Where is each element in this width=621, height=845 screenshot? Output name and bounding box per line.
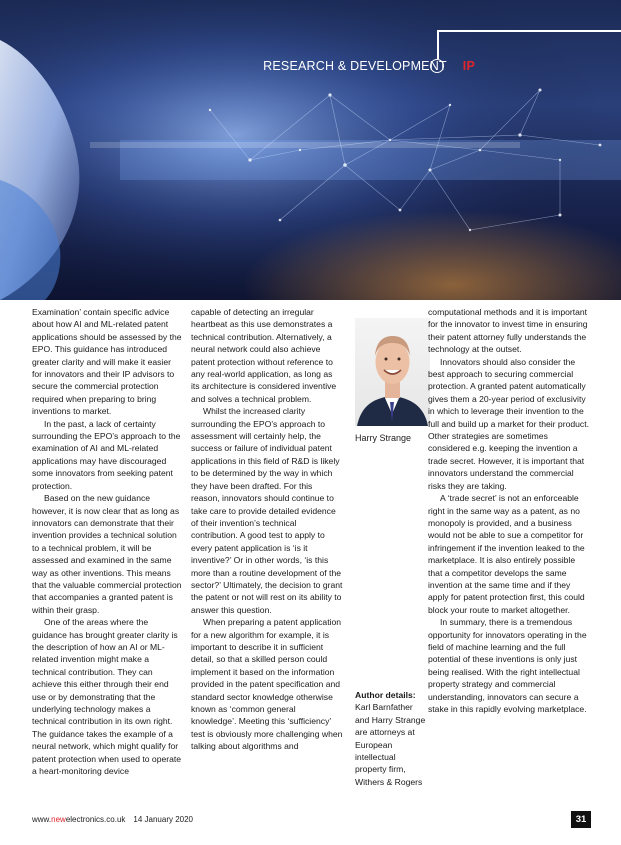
- footer-url-brand: new: [51, 815, 66, 824]
- network-illustration: [0, 0, 621, 300]
- author-details: [355, 689, 427, 788]
- footer: [32, 815, 193, 824]
- paragraph: One of the areas where the guidance has brought greater clarity is the description of how an AI or ML-related invention might make a technical contribution. They can achieve this either through their end use or by demonstrating that the underlying technology makes a technical contribution in its own right. The guidance takes the example of a neural network, which might qualify for patent protection when used to operate a heart-monitoring device: [32, 617, 182, 777]
- paragraph: In summary, there is a tremendous opportunity for innovators operating in the field of machine learning and the full potential of these inventions is only just being realised. With the right intellectual property strategy and commercial understanding, innovators can secure a stake in this rapidly evolving marketplace.: [428, 617, 587, 714]
- paragraph: Examination’ contain specific advice about how AI and ML-related patent applications should be assessed by the EPO. This guidance has introduced greater clarity and will make it easier for innovators and their IP advisors to secure the commercial protection required when preparing to bring inventions to market.: [32, 307, 182, 417]
- section-title: RESEARCH & DEVELOPMENT: [263, 59, 447, 73]
- paragraph: Innovators should also consider the best approach to securing commercial protection. A granted patent automatically gives them a 20-year period of exclusivity in which to leverage their invention to the full and build up a market for their product. Other strategies are sometimes considered e.g. keeping the invention a trade secret. However, it is important that innovators understand the commercial risks they are taking.: [428, 356, 589, 491]
- footer-date: 14 January 2020: [133, 815, 194, 824]
- paragraph: In the past, a lack of certainty surrounding the EPO’s approach to the examination of AI and ML-related applications may have discouraged some innovators from seeking patent protection.: [32, 418, 181, 491]
- hero-image: [0, 0, 621, 300]
- author-details-heading: Author details:: [355, 690, 416, 700]
- section-tag: IP: [462, 59, 475, 73]
- section-label: [263, 59, 475, 73]
- page-number: 31: [571, 811, 591, 828]
- paragraph: Based on the new guidance however, it is now clear that as long as innovators can demonstrate that their invention provides a technical solution to a technical problem, it will be assessed and examined in the same way as other inventions. This means that the valuable commercial protection that accompanies a granted patent is within their grasp.: [32, 493, 182, 615]
- author-photo: [355, 318, 430, 426]
- paragraph: When preparing a patent application for a new algorithm for example, it is important to describe it in sufficient detail, so that a skilled person could implement it based on the information provided in the patent specification and standard sector knowledge otherwise known as ‘common general knowledge’. Meeting this ‘sufficiency’ test is obviously more challenging when talking about algorithms and: [191, 617, 343, 752]
- paragraph: computational methods and it is important for the innovator to invest time in ensuring their patent attorney fully understands the technology at the outset.: [428, 307, 588, 355]
- footer-url-prefix: www.: [32, 815, 52, 824]
- paragraph: A ‘trade secret’ is not an enforceable right in the same way as a patent, as no monopoly is provided, and a business would not be able to sue a competitor for infringement if the invention leaked to the marketplace. It is also entirely possible that a competitor develops the same invention at the same time and if they apply for patent protection first, this could block your route to market altogether.: [428, 493, 585, 615]
- header-bracket-line: [437, 30, 621, 32]
- header-bracket-line: [437, 30, 439, 59]
- article-column-4: [428, 306, 590, 715]
- paragraph: Whilst the increased clarity surrounding the EPO’s approach to assessment will certainly help, the success or failure of individual patent applications in this field of R&D is likely to be determined by the way in which they have been drafted. For this reason, innovators should continue to take care to provide detailed evidence of their invention’s technical contribution. A good test to apply to every patent application is ‘is it inventive?’ Or in other words, ‘is this more than a routine development of the sector?’ Ultimately, the decision to grant the patent or not will rest on its ability to answer this question.: [191, 406, 343, 615]
- footer-url[interactable]: [32, 815, 125, 824]
- footer-url-suffix: electronics.co.uk: [65, 815, 126, 824]
- photo-caption: Harry Strange: [355, 433, 412, 443]
- author-details-text: Karl Barnfather and Harry Strange are attorneys at European intellectual property firm, Withers & Rogers: [355, 702, 426, 787]
- article-column-2: [191, 306, 343, 753]
- paragraph: capable of detecting an irregular heartbeat as this use demonstrates a technical contribution. Alternatively, a neural network could also achieve patent protection without reference to any real-world application, as long as its architecture is considered inventive and solves a technical problem.: [191, 307, 337, 404]
- article-column-1: [32, 306, 183, 777]
